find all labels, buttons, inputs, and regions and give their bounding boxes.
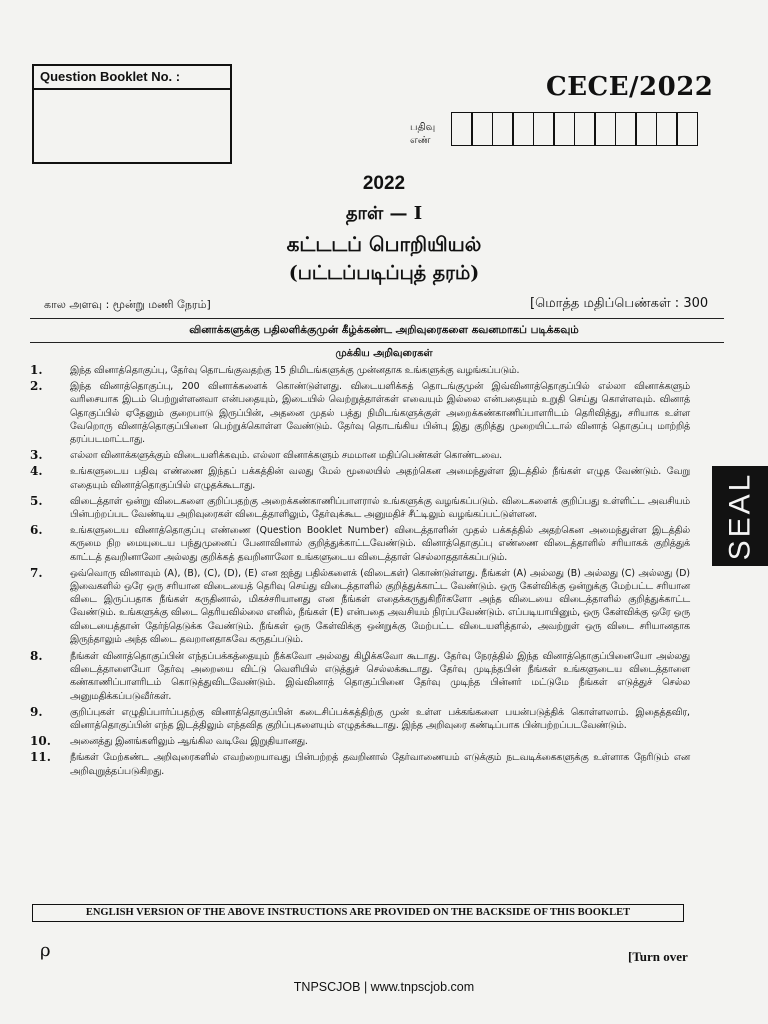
- instruction-text: நீங்கள் வினாத்தொகுப்பின் எந்தப்பக்கத்தையும் நீக்கவோ அல்லது கிழிக்கவோ கூடாது. தேர்வு நேரத்தில் இந்த வினாத்தொகுப்பினையோ அல்லது விடைத்தாளையோ தேர்வு அறையை விட்டு வெளியில் எடுத்துச் செல்லக்கூடாது. தேர்வு முடிந்தபின் நீங்கள் உங்களுடைய விடைத்தாளை கண்காணிப்பாளரிடம் கொடுத்துவிடவேண்டும். இவ்வினாத் தொகுப்பினை தேர்வு முடிந்த பின்னர் மட்டுமே நீங்கள் எடுத்துச் செல்ல அனுமதிக்கப்படுவீர்கள்.: [70, 651, 690, 702]
- instruction-item: [30, 495, 690, 521]
- instruction-text: நீங்கள் மேற்கண்ட அறிவுரைகளில் எவற்றையாவது பின்பற்றத் தவறினால் தேர்வாணையம் எடுக்கும் நடவடிக்கைகளுக்கு உள்ளாக நேரிடும் என அறிவுறுத்தப்படுகிறது.: [70, 752, 690, 777]
- instruction-item: [30, 751, 690, 777]
- register-digit-box: [615, 112, 637, 146]
- register-number-boxes: [452, 112, 698, 146]
- instruction-number: 4.: [30, 464, 43, 479]
- exam-code: CECE/2022: [546, 72, 714, 102]
- instruction-number: 6.: [30, 523, 43, 538]
- register-digit-box: [533, 112, 555, 146]
- paper-number: தாள் — I: [345, 203, 423, 224]
- register-digit-box: [676, 112, 698, 146]
- instruction-item: [30, 567, 690, 646]
- instruction-item: [30, 650, 690, 703]
- divider: [30, 342, 724, 343]
- register-digit-box: [553, 112, 575, 146]
- register-digit-box: [492, 112, 514, 146]
- instructions-heading: முக்கிய அறிவுரைகள்: [335, 348, 433, 359]
- seal-tab: [712, 466, 768, 566]
- instruction-text: அனைத்து இனங்களிலும் ஆங்கில வடிவே இறுதியானது.: [70, 736, 308, 748]
- instruction-number: 11.: [30, 750, 51, 765]
- divider: [30, 318, 724, 319]
- instruction-item: [30, 735, 690, 748]
- register-number-label-line1: பதிவு: [410, 122, 436, 133]
- instruction-number: 1.: [30, 363, 43, 377]
- instruction-text: உங்களுடைய பதிவு எண்ணை இந்தப் பக்கத்தின் வலது மேல் மூலையில் அதற்கென அமைந்துள்ள இடத்தில் நீங்கள் எழுத வேண்டும். வேறு எதையும் வினாத்தொகுப்பில் எழுதக்கூடாது.: [70, 466, 690, 491]
- exam-duration: கால அளவு : மூன்று மணி நேரம்]: [44, 298, 211, 311]
- turn-over-label: [Turn over: [628, 949, 688, 964]
- english-version-notice: ENGLISH VERSION OF THE ABOVE INSTRUCTIONS ARE PROVIDED ON THE BACKSIDE OF THIS BOOKLET: [32, 904, 684, 922]
- instruction-text: எல்லா வினாக்களுக்கும் விடையளிக்கவும். எல்லா வினாக்களும் சமமான மதிப்பெண்கள் கொண்டவை.: [70, 450, 503, 462]
- instruction-item: [30, 380, 690, 446]
- instruction-number: 3.: [30, 448, 43, 463]
- subject-level: (பட்டப்படிப்புத் தரம்): [288, 262, 480, 284]
- question-booklet-number-box: [32, 64, 232, 164]
- register-digit-box: [512, 112, 534, 146]
- instruction-item: [30, 524, 690, 564]
- read-instructions-note: வினாக்களுக்கு பதிலளிக்குமுன் கீழ்க்கண்ட அறிவுரைகளை கவனமாகப் படிக்கவும்: [189, 324, 579, 336]
- register-digit-box: [574, 112, 596, 146]
- instruction-item: [30, 449, 690, 462]
- instruction-number: 7.: [30, 565, 43, 580]
- register-number-label-line2: எண்: [410, 135, 431, 146]
- instruction-text: இந்த வினாத்தொகுப்பு, தேர்வு தொடங்குவதற்கு 15 நிமிடங்களுக்கு முன்னதாக உங்களுக்கு வழங்கப்படும்.: [70, 365, 520, 376]
- instruction-list: [30, 364, 690, 781]
- page-mark: ρ: [40, 940, 51, 961]
- register-digit-box: [635, 112, 657, 146]
- instruction-number: 2.: [30, 379, 43, 394]
- total-marks: [மொத்த மதிப்பெண்கள் : 300: [530, 296, 709, 311]
- subject-title: கட்டடப் பொறியியல்: [286, 232, 482, 256]
- instruction-item: [30, 364, 690, 377]
- instruction-number: 8.: [30, 649, 43, 664]
- footer-watermark: TNPSCJOB | www.tnpscjob.com: [293, 980, 475, 994]
- instruction-number: 10.: [30, 734, 51, 749]
- instruction-number: 9.: [30, 704, 43, 719]
- instruction-number: 5.: [30, 493, 43, 508]
- instruction-text: குறிப்புகள் எழுதிப்பார்ப்பதற்கு வினாத்தொகுப்பின் கடைசிப்பக்கத்திற்கு முன் உள்ள பக்கங்களை பயன்படுத்திக் கொள்ளலாம். இதைத்தவிர, வினாத்தொகுப்பின் எந்த இடத்திலும் எந்தவித குறிப்புகளையும் எழுதக்கூடாது. இந்த அறிவுரை கண்டிப்பாக பின்பற்றப்படவேண்டும்.: [70, 706, 690, 732]
- register-digit-box: [451, 112, 473, 146]
- register-digit-box: [594, 112, 616, 146]
- instruction-item: [30, 706, 690, 732]
- instruction-text: இந்த வினாத்தொகுப்பு, 200 வினாக்களைக் கொண்டுள்ளது. விடையளிக்கத் தொடங்குமுன் இவ்வினாத்தொகுப்பில் எல்லா வினாக்களும் வரிசையாக இடம் பெற்றுள்ளனவா என்பதையும், இடையில் வெற்றுத்தாள்கள் எவையும் இல்லை என்பதையும் உறுதி செய்து கொள்ளவும். வினாத் தொகுப்பில் ஏதேனும் குறைபாடு இருப்பின், அதனை முதல் பத்து நிமிடங்களுக்குள் அறைக்கண்காணிப்பாளரிடம் தெரிவித்து, சரியாக உள்ள வேறொரு வினாத்தொகுப்பினை பெற்றுக்கொள்ள வேண்டும். தேர்வு தொடங்கிய பின்பு இது குறித்து முறையிட்டால் வினாத் தொகுப்பு மாற்றித் தரப்படமாட்டாது.: [70, 381, 690, 446]
- instruction-text: ஒவ்வொரு வினாவும் (A), (B), (C), (D), (E) என ஐந்து பதில்களைக் (விடைகள்) கொண்டுள்ளது. நீங்கள் (A) அல்லது (B) அல்லது (C) அல்லது (D) இவைகளில் ஒரே ஒரு சரியான விடையைத் தெரிவு செய்து விடைத்தாளில் குறித்துக்காட்ட வேண்டும். ஒரு கேள்விக்கு ஒன்றுக்கு மேற்பட்ட சரியான விடை இருப்பதாக நீங்கள் கருதினால், மிகச்சரியானது என நீங்கள் எதைக்கருதுகிறீர்களோ அந்த விடையை விடைத்தாளில் குறித்துக்காட்ட வேண்டும். உங்களுக்கு விடை தெரியவில்லை எனில், நீங்கள் (E) என்பதை அவசியம் நிரப்பவேண்டும். எப்படியாயினும், ஒரு கேள்விக்கு ஒரே ஒரு விடையைத்தான் தேர்ந்தெடுக்க வேண்டும். நீங்கள் ஒரு கேள்விக்கு ஒன்றுக்கு மேற்பட்ட விடையளித்தால், அவற்றுள் ஒரு விடை சரியானதாக இருந்தாலும் அந்த விடை தவறானதாகவே கருதப்படும்.: [70, 567, 690, 645]
- question-booklet-label: Question Booklet No. :: [34, 66, 230, 90]
- seal-label: SEAL: [723, 471, 756, 561]
- exam-year: 2022: [362, 173, 406, 194]
- instruction-text: விடைத்தாள் ஒன்று விடைகளை குறிப்பதற்கு அறைக்கண்காணிப்பாளரால் உங்களுக்கு வழங்கப்படும். விடைகளைக் குறிப்பது உள்ளிட்ட அவசியம் பின்பற்றப்பட வேண்டிய அறிவுரைகள் விடைத்தாளிலும், தேர்வுக்கூட அனுமதிச் சீட்டிலும் வழங்கப்பட்டுள்ளன.: [70, 495, 690, 521]
- instruction-text: உங்களுடைய வினாத்தொகுப்பு எண்ணை (Question Booklet Number) விடைத்தாளின் முதல் பக்கத்தில் அதற்கென அமைந்துள்ள இடத்தில் கருமை நிற மையுடைய பந்துமுனைப் பேனாவினால் குறித்துக்காட்டவேண்டும். வினாத்தொகுப்பு எண்ணை விடைத்தாளில் சரியாகக் குறித்துக் காட்டத் தவறினாலோ அல்லது குறிக்கத் தவறினாலோ உங்களுடைய விடைத்தாள் செல்லாததாக்கப்படும்.: [70, 525, 690, 563]
- register-digit-box: [471, 112, 493, 146]
- register-digit-box: [656, 112, 678, 146]
- register-number-label: [410, 121, 450, 147]
- instruction-item: [30, 465, 690, 491]
